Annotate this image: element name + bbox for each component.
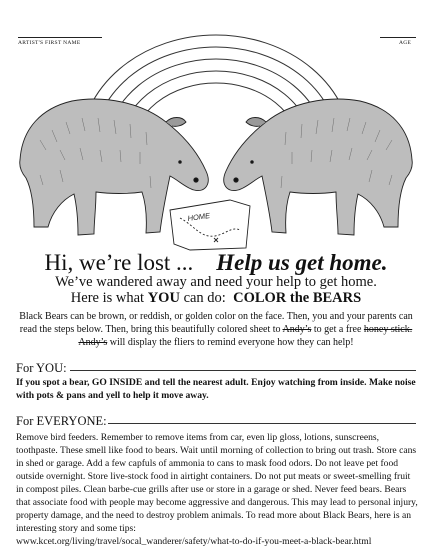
section-everyone-text: Remove bird feeders. Remember to remove items from car, even lip gloss, lotions, sunscreens, toothpaste. These smell like food to bears. Wait until morning of collection to bring out trash. Store cans in shed or garage. Add a few capfuls of ammonia to cans to mask food odors. Do not leave pet food outside overnight. Store live-stock food in airtight containers. Do not put meats or sweet-smelling fruit in compost piles. Clean barbe-cue grills after use or store in a garage or shed. Never feed bears. Bears that associate food with people may become aggressive and dangerous. This may lead to personal injury, property damage, and the need to destroy problem animals. To read more about Black Bears, here is an interesting story and some tips: (16, 432, 418, 534)
intro-strike-store: Andy’s (282, 324, 312, 335)
headline-part1: Hi, we’re lost ... (44, 250, 194, 275)
intro-strike-gift: honey stick. Andy’s (78, 324, 413, 348)
headline (0, 250, 432, 276)
section-you-heading: For YOU: (16, 361, 67, 375)
intro-text-3: will display the fliers to remind everyone how they can help! (107, 337, 354, 348)
right-bear (224, 99, 412, 235)
subhead-action: COLOR the BEARS (233, 290, 362, 306)
subhead-line1: We’ve wandered away and need your help to get home. (55, 274, 377, 290)
bears-illustration (0, 0, 432, 252)
section-you-text: If you spot a bear, GO INSIDE and tell the nearest adult. Enjoy watching from inside. Make noise with pots & pans and yell to help it move away. (16, 377, 416, 401)
intro-paragraph (16, 310, 416, 349)
subhead-mid: can do: (179, 290, 234, 306)
section-everyone-heading: For EVERYONE: (16, 414, 107, 428)
map-icon (170, 200, 250, 250)
intro-text-2: to get a free (311, 324, 364, 335)
intro-text-1: Black Bears can be brown, or reddish, or golden color on the face. Then, you and your parents can read the steps below. Then, bring this beautifully colored sheet to (19, 311, 413, 335)
section-you-rule (70, 370, 416, 371)
section-everyone-url[interactable]: www.kcet.org/living/travel/socal_wanderer/safety/what-to-do-if-you-meet-a-black-bear.html (16, 536, 372, 547)
section-everyone-rule (108, 423, 416, 424)
headline-part2: Help us get home. (216, 250, 388, 275)
subhead-pre: Here is what (70, 290, 148, 306)
subhead-line2 (0, 291, 432, 306)
map-home-label: HOME (187, 210, 211, 223)
subhead-you: YOU (147, 290, 180, 306)
age-label: AGE (399, 40, 412, 46)
artist-name-label: ARTIST'S FIRST NAME (18, 40, 81, 46)
